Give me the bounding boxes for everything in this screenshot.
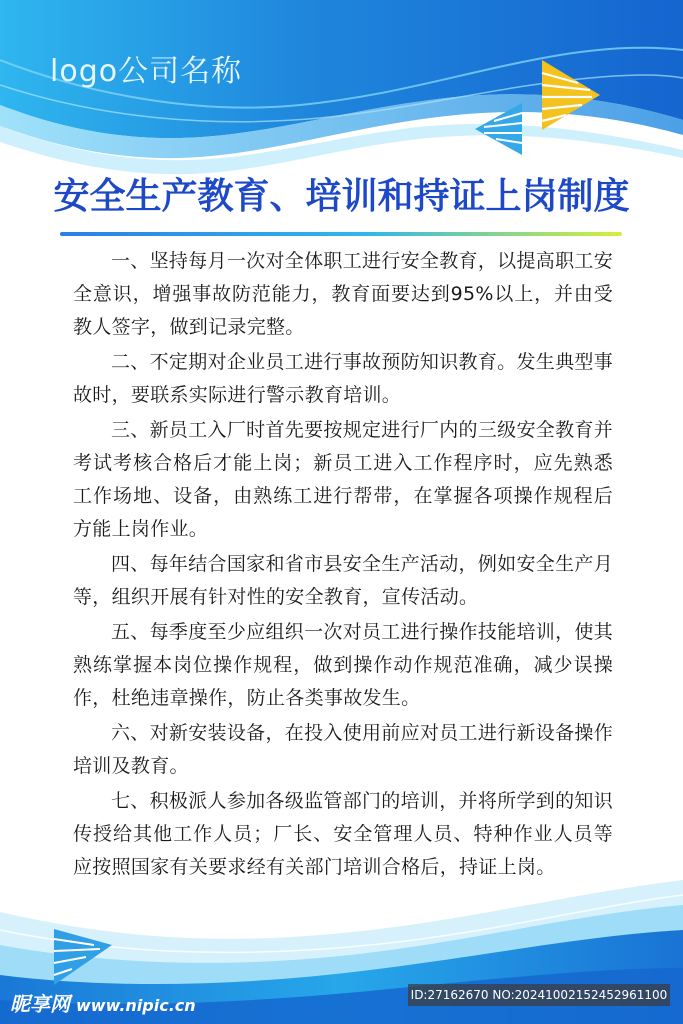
watermark	[10, 988, 196, 1017]
title-divider	[60, 232, 622, 236]
company-name: logo公司名称	[50, 54, 243, 89]
watermark-site: www.nipic.cn	[76, 996, 196, 1015]
regulation-item-1: 一、坚持每月一次对全体职工进行安全教育，以提高职工安全意识，增强事故防范能力，教育面要达到95%以上，并由受教人签字，做到记录完整。	[73, 250, 613, 338]
page-title: 安全生产教育、培训和持证上岗制度	[53, 176, 630, 217]
regulation-item-3: 三、新员工入厂时首先要按规定进行厂内的三级安全教育并考试考核合格后才能上岗；新员工进入工作程序时，应先熟悉工作场地、设备，由熟练工进行帮带，在掌握各项操作规程后方能上岗作业。	[73, 419, 613, 540]
regulation-item-7: 七、积极派人参加各级监管部门的培训，并将所学到的知识传授给其他工作人员；厂长、安全管理人员、特种作业人员等应按照国家有关要求经有关部门培训合格后，持证上岗。	[73, 790, 613, 878]
regulation-item-4: 四、每年结合国家和省市县安全生产活动，例如安全生产月等，组织开展有针对性的安全教育，宣传活动。	[73, 553, 613, 608]
regulation-item-2: 二、不定期对企业员工进行事故预防知识教育。发生典型事故时，要联系实际进行警示教育培训。	[73, 351, 613, 406]
regulation-body	[73, 245, 613, 886]
image-id-bar: ID:27162670 NO:20241002152452961100	[408, 984, 670, 1006]
regulation-item-5: 五、每季度至少应组织一次对员工进行操作技能培训，使其熟练掌握本岗位操作规程，做到操作动作规范准确，减少误操作，杜绝违章操作，防止各类事故发生。	[73, 621, 613, 709]
paper-plane-arrow-icon	[50, 925, 120, 990]
regulation-item-6: 六、对新安装设备，在投入使用前应对员工进行新设备操作培训及教育。	[73, 722, 613, 777]
watermark-brand: 昵享网	[10, 992, 70, 1016]
paper-plane-arrow-icon	[470, 55, 610, 160]
